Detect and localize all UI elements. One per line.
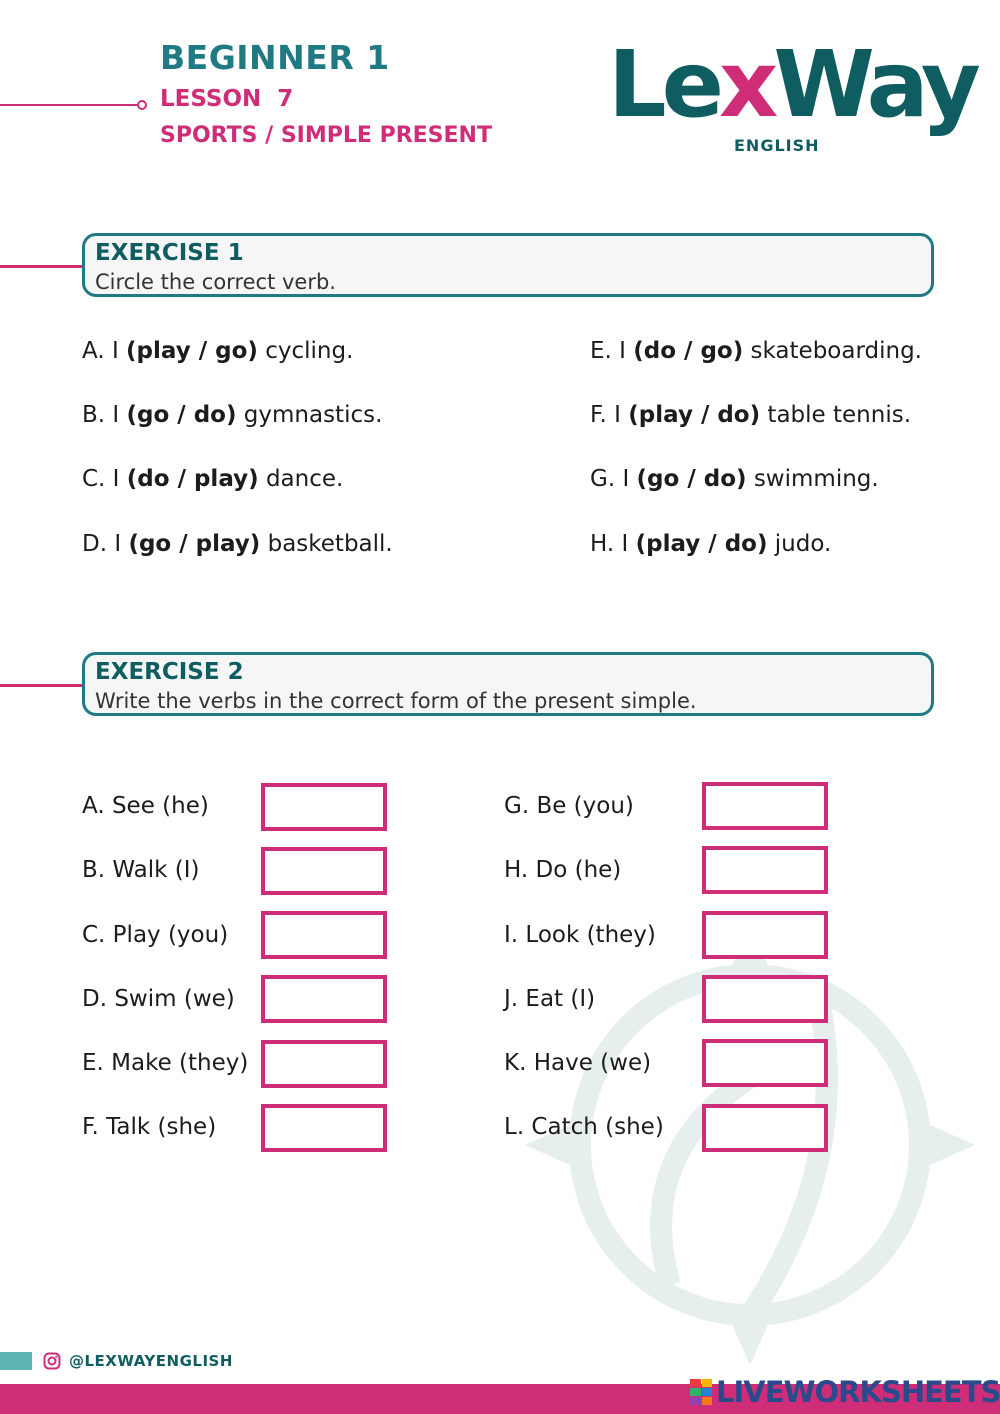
exercise2-accent-line [0,684,84,687]
exercise2-label-c: C. Play (you) [82,922,229,948]
answer-box-a[interactable] [261,783,387,831]
exercise1-instruction: Circle the correct verb. [95,270,336,294]
verb-choice[interactable]: (play / do) [628,402,761,428]
answer-box-i[interactable] [702,911,828,959]
liveworksheets-badge[interactable] [690,1372,1000,1412]
level-title: BEGINNER 1 [160,38,390,77]
exercise2-instruction: Write the verbs in the correct form of the present simple. [95,689,697,713]
answer-box-b[interactable] [261,847,387,895]
social-handle[interactable]: @LEXWAYENGLISH [69,1352,233,1370]
answer-box-h[interactable] [702,846,828,894]
exercise1-item-h: H. I (play / do) judo. [590,531,832,557]
exercise2-label-k: K. Have (we) [504,1050,652,1076]
exercise1-item-b: B. I (go / do) gymnastics. [82,402,383,428]
exercise2-title: EXERCISE 2 [95,659,244,685]
lesson-topic: SPORTS / SIMPLE PRESENT [160,123,492,148]
footer-teal-block [0,1352,32,1370]
answer-box-k[interactable] [702,1039,828,1087]
exercise2-label-i: I. Look (they) [504,922,656,948]
header-divider-line [0,104,138,106]
exercise1-header [82,233,934,297]
header-divider-dot [137,100,147,110]
logo-text-x: x [719,31,774,138]
verb-choice[interactable]: (go / do) [126,402,237,428]
verb-choice[interactable]: (do / go) [633,338,744,364]
exercise2-label-b: B. Walk (I) [82,857,200,883]
verb-choice[interactable]: (play / do) [635,531,768,557]
exercise1-item-g: G. I (go / do) swimming. [590,466,879,492]
verb-choice[interactable]: (go / play) [128,531,261,557]
exercise2-label-l: L. Catch (she) [504,1114,664,1140]
liveworksheets-text: LIVEWORKSHEETS [716,1375,1000,1409]
verb-choice[interactable]: (play / go) [126,338,258,364]
exercise2-label-d: D. Swim (we) [82,986,235,1012]
exercise1-item-c: C. I (do / play) dance. [82,466,344,492]
exercise1-item-a: A. I (play / go) cycling. [82,338,354,364]
exercise2-header [82,652,934,716]
logo-text-way: Way [773,31,976,138]
answer-box-f[interactable] [261,1104,387,1152]
instagram-icon[interactable] [43,1352,61,1370]
exercise1-accent-line [0,265,84,268]
lexway-logo [608,30,976,160]
liveworksheets-icon [690,1379,712,1405]
exercise2-label-h: H. Do (he) [504,857,622,883]
answer-box-d[interactable] [261,975,387,1023]
answer-box-j[interactable] [702,975,828,1023]
answer-box-g[interactable] [702,782,828,830]
exercise2-label-j: J. Eat (I) [504,986,596,1012]
exercise2-label-g: G. Be (you) [504,793,634,819]
verb-choice[interactable]: (do / play) [126,466,259,492]
lesson-number: LESSON 7 [160,86,294,112]
verb-choice[interactable]: (go / do) [636,466,747,492]
exercise1-title: EXERCISE 1 [95,240,244,266]
exercise1-item-f: F. I (play / do) table tennis. [590,402,912,428]
answer-box-e[interactable] [261,1040,387,1088]
logo-text-le: Le [608,31,720,138]
logo-subtitle: ENGLISH [734,136,820,155]
exercise1-item-e: E. I (do / go) skateboarding. [590,338,922,364]
answer-box-l[interactable] [702,1104,828,1152]
exercise2-label-e: E. Make (they) [82,1050,249,1076]
answer-box-c[interactable] [261,911,387,959]
exercise2-label-f: F. Talk (she) [82,1114,217,1140]
exercise1-item-d: D. I (go / play) basketball. [82,531,393,557]
exercise2-label-a: A. See (he) [82,793,209,819]
